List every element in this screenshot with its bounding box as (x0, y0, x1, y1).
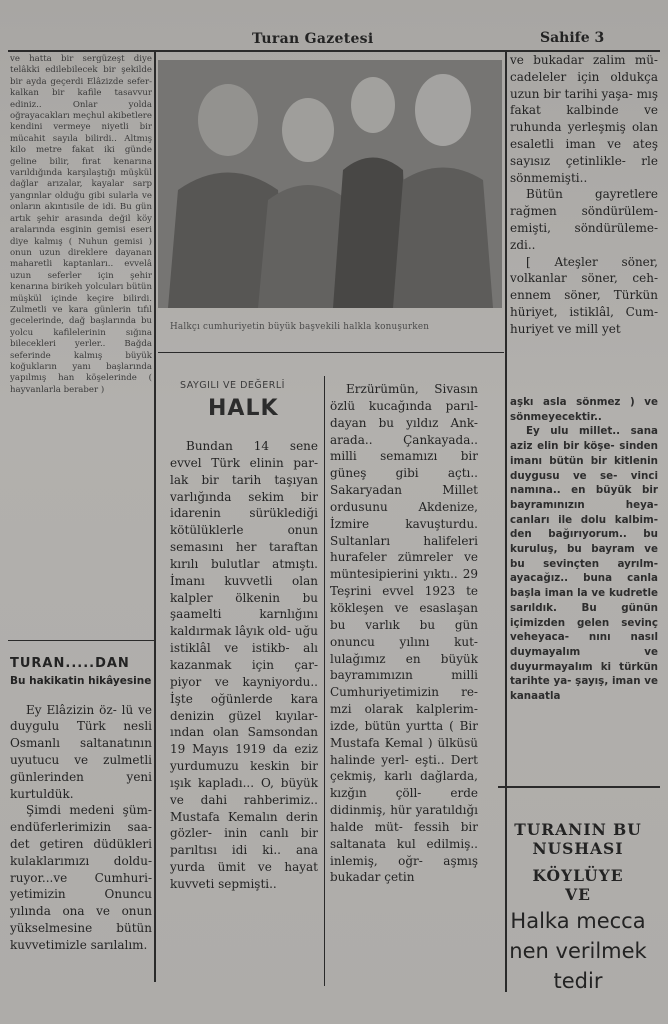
column-4-paragraph-2: Bütün gayretlere rağmen söndürülem- emişti, söndürüleme- zdi.. (510, 187, 658, 252)
turandan-subtitle: Bu hakikatin hikâyesine (10, 674, 152, 687)
column-4-paragraph-3: [ Ateşler söner, volkanlar söner, ceh- ennem söner, Türkün hüriyet, istiklâl, Cum- huriyet ve mill yet (510, 254, 658, 336)
column-4-paragraph-4: Ey ulu millet.. sana aziz elin bir köşe- sinden imanı bütün bir kitlenin duygusu ve se- vinci namına.. en büyük bir bayramınızın heya- canları ile dolu kalbim- den bağırıyorum.. bu kuruluş, bu bayram ve bu sevinçten ayrılm- ayacağız.. buna canla başla iman la ve kudretle sarıldık. Bu günün içimizden gelen sevinç veheyaca- nını nasıl duymayalım ve duyurmayalım ki türkün tarihte ya- şayış, iman ve kanaatla (510, 425, 658, 703)
promo-line-3: KÖYLÜYE (532, 866, 624, 885)
column-4-paragraph-3-tail: aşkı asla sönmez ) ve sönmeyecektir.. (510, 396, 658, 423)
page-number: Sahife 3 (540, 30, 605, 46)
column-divider-3 (324, 376, 325, 986)
section-rule-right (498, 786, 660, 788)
promo-line-1: TURANIN BU (514, 820, 642, 839)
column-4-continuation (510, 395, 658, 704)
promo-line-5: Halka mecca (510, 909, 646, 933)
photo-caption: Halkçı cumhuriyetin büyük başvekili halkla konuşurken (170, 322, 430, 332)
article-column-1-text: Bundan 14 sene evvel Türk elinin par- lak bir tarih taşıyan varlığında sekim bir idarenin sürüklediği kötülüklerle onun semasını her taraftan kırılı bulutlar atmıştı. İmanı kuvvetli olan kalpler ölkenin bu şaamelti karnlığını kaldırmak lâyık old- uğu istiklâl ve istikb- alı kazanmak için çar- piyor ve kayniyordu.. İşte oğünlerde kara denizin güzel kıyılar- ından olan Samsondan 19 Mayıs 1919 da eziz yurdumuzu keskin bir ışık kapladı... O, büyük ve dahi rahberimiz.. Mustafa Kemalın derin gözler- inin canlı bir parıltısı idi ki.. ana yurda ümit ve hayat kuvveti sepmişti.. (170, 439, 318, 891)
turandan-kicker: TURAN.....DAN (10, 656, 130, 671)
article-column-2 (330, 381, 478, 886)
photo-people-illustration (158, 60, 502, 308)
photo-bottom-rule (158, 352, 504, 353)
article-column-1 (170, 438, 318, 893)
column-1-text: ve hatta bir sergüzeşt diye telâkki edilebilecek bir şekilde bir ayda geçerdi Elâzizde sefer- kalkan bir kafile tasavvur ediniz.. Onlar yolda oğrayacakları meçhul akibetlere kendini vermeye niyetli bir mücahit sayıla bilirdi.. Altmış kilo metre fakat iki günde geline bilir, fırat kenarına varıldığında karşılaştığı müşkül dağlar arızalar, kayalar sarp yangınlar olduğu gibi sularla ve onların akıntısile de idi. Bu gün artık şehir arasında değil köy aralarında esginin gemisi eseri diye kalmış ( Nuhun gemisi ) onun uzun direklere dayanan maharetli kaptanları.. evvelâ uzun seferler için şehir kenarına birikeh yolcuları bütün müşkül içinde keçire bilirdi. Zulmetli ve kara günlerin tıfıl gecelerinde, dağ başlarında bu yolcu kafilelerinin sığına bilecekleri yerler.. Bağda seferinde kalmış büyük koğukların yanı başlarında yapılmış han köşelerinde ( hayvanlarla beraber ) (10, 54, 152, 395)
turandan-article (10, 656, 152, 954)
column-divider-1 (154, 52, 156, 982)
promo-line-2: NUSHASI (532, 839, 624, 858)
promo-line-6: nen verilmek (509, 939, 647, 963)
column-1-article-continuation (10, 54, 152, 396)
news-photo (158, 60, 502, 308)
column-4-paragraph-1: ve bukadar zalim mü- cadeleler için oldukça uzun bir tarihi yaşa- mış fakat kalbinde ve ruhunda yerleşmiş olan esaletli iman ve ateş sayısız çetinlikle- rle sönmemişti.. (510, 53, 658, 185)
article-headline: HALK (208, 396, 279, 421)
promo-line-4: VE (565, 885, 591, 904)
turandan-paragraph-1: Ey Elâzizin öz- lü ve duygulu Türk nesli Osmanlı saltanatının uyutucu ve zulmetli günlerinden yeni kurtuldük. (10, 702, 152, 801)
turandan-paragraph-2: Şimdi medeni şüm- endüferlerimizin saa- det getiren düdükleri kulaklarımızı doldu- ruyor...ve Cumhuri- yetimizin Onuncu yılında ona ve onun yükselmesine bütün kuvvetimizle sarılalım. (10, 803, 152, 952)
section-rule-left (8, 640, 154, 641)
promo-notice (493, 820, 663, 994)
page-header (0, 28, 668, 50)
newspaper-title: Turan Gazetesi (252, 31, 374, 47)
article-kicker: SAYGILI VE DEĞERLİ (180, 380, 285, 391)
promo-line-7: tedir (553, 969, 603, 993)
article-column-2-text: Erzürümün, Sivasın özlü kucağında parıl- dayan bu yıldız Ank- arada.. Çankayada.. milli semamızı bir güneş gibi açtı.. Sakaryadan Millet ordusunu Akdenize, İzmire kavuşturdu. Sultanları halifeleri hurafeler zümreler ve müntesipierini yıktı.. 29 Teşrini evvel 1923 te kökleşen ve esaslaşan bu varlık bu gün onuncu yılını kut- lulağımız en büyük bayramımızın milli Cumhuriyetimizin re- mzi olarak kalplerim- izde, bütün yurtta ( Bir Mustafa Kemal ) ülküsü halinde yerl- eşti.. Dert çekmiş, karlı dağlarda, kızğın çöll- erde didinmiş, hür yaratıldığı halde müt- fessih bir saltanata kul edilmiş.. inlemiş, oğr- aşmış bukadar çetin (330, 382, 478, 885)
column-4-text (510, 52, 658, 338)
